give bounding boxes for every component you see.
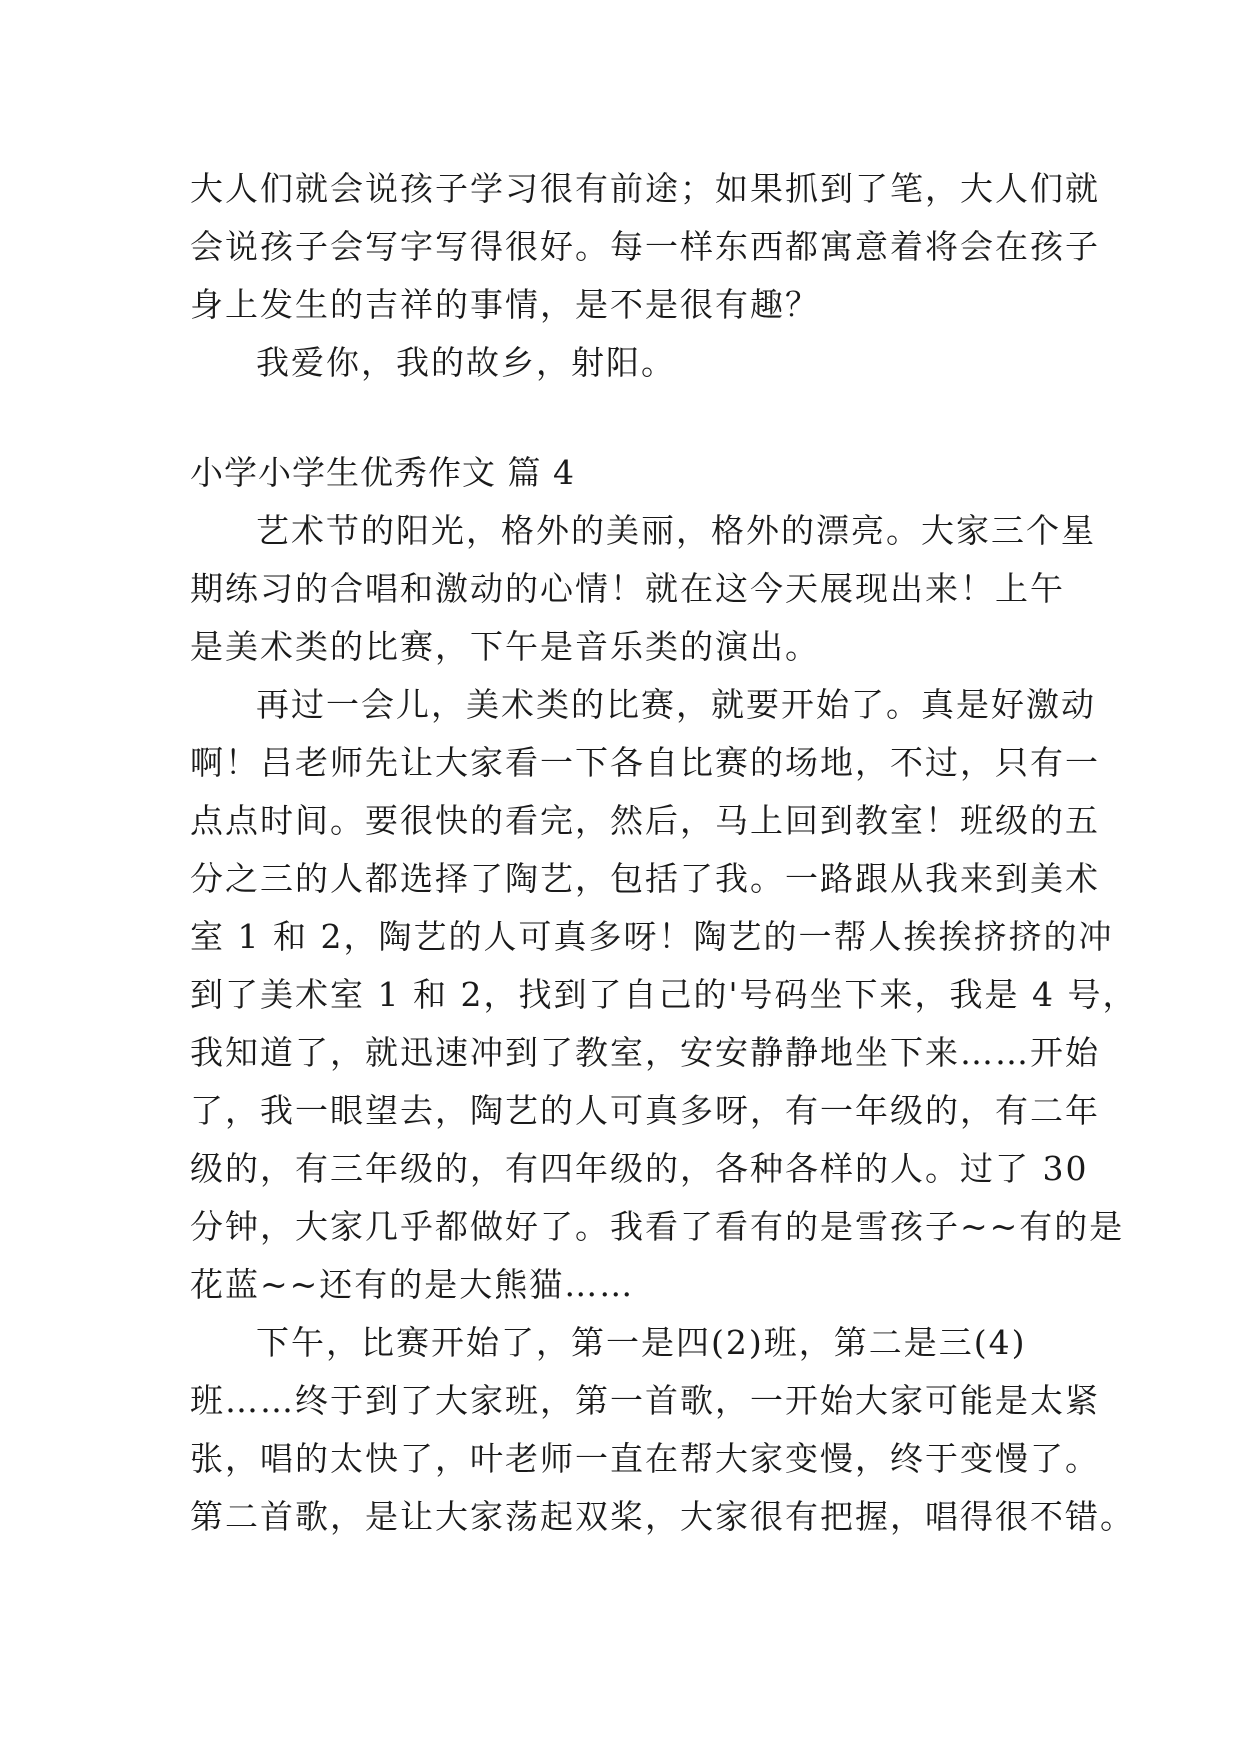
essay-paragraph-2	[190, 676, 1138, 1314]
essay-paragraph-1	[190, 502, 1096, 676]
paragraph-continuation	[190, 160, 1100, 334]
text-line: 级的，有三年级的，有四年级的，各种各样的人。过了 30	[190, 1149, 1089, 1188]
text-line: 了，我一眼望去，陶艺的人可真多呀，有一年级的，有二年	[190, 1091, 1100, 1130]
text-line: 点点时间。要很快的看完，然后，马上回到教室！班级的五	[190, 801, 1100, 840]
text-line: 身上发生的吉祥的事情，是不是很有趣？	[190, 285, 820, 324]
section-gap	[190, 392, 1070, 444]
text-line: 张，唱的太快了，叶老师一直在帮大家变慢，终于变慢了。	[190, 1439, 1100, 1478]
text-line: 下午，比赛开始了，第一是四(2)班，第二是三(4)	[256, 1323, 1027, 1362]
text-line: 会说孩子会写字写得很好。每一样东西都寓意着将会在孩子	[190, 227, 1100, 266]
text-line: 第二首歌，是让大家荡起双桨，大家很有把握，唱得很不错。	[190, 1497, 1135, 1536]
text-line: 大人们就会说孩子学习很有前途；如果抓到了笔，大人们就	[190, 169, 1100, 208]
text-line: 到了美术室 1 和 2，找到了自己的'号码坐下来，我是 4 号，	[190, 975, 1138, 1014]
text-line: 是美术类的比赛，下午是音乐类的演出。	[190, 627, 820, 666]
text-line: 啊！吕老师先让大家看一下各自比赛的场地，不过，只有一	[190, 743, 1100, 782]
section-heading: 小学小学生优秀作文 篇 4	[190, 453, 575, 492]
text-line: 花蓝~~还有的是大熊猫……	[190, 1265, 635, 1304]
text-line: 我知道了，就迅速冲到了教室，安安静静地坐下来……开始	[190, 1033, 1100, 1072]
closing-line: 我爱你，我的故乡，射阳。	[256, 343, 676, 382]
text-line: 艺术节的阳光，格外的美丽，格外的漂亮。大家三个星	[256, 511, 1096, 550]
essay-paragraph-3	[190, 1314, 1135, 1546]
text-line: 期练习的合唱和激动的心情！就在这今天展现出来！上午	[190, 569, 1065, 608]
text-line: 班……终于到了大家班，第一首歌，一开始大家可能是太紧	[190, 1381, 1100, 1420]
document-page	[190, 160, 1138, 1546]
text-line: 室 1 和 2，陶艺的人可真多呀！陶艺的一帮人挨挨挤挤的冲	[190, 917, 1114, 956]
text-line: 分钟，大家几乎都做好了。我看了看有的是雪孩子~~有的是	[190, 1207, 1125, 1246]
text-line: 分之三的人都选择了陶艺，包括了我。一路跟从我来到美术	[190, 859, 1100, 898]
text-line: 再过一会儿，美术类的比赛，就要开始了。真是好激动	[256, 685, 1096, 724]
